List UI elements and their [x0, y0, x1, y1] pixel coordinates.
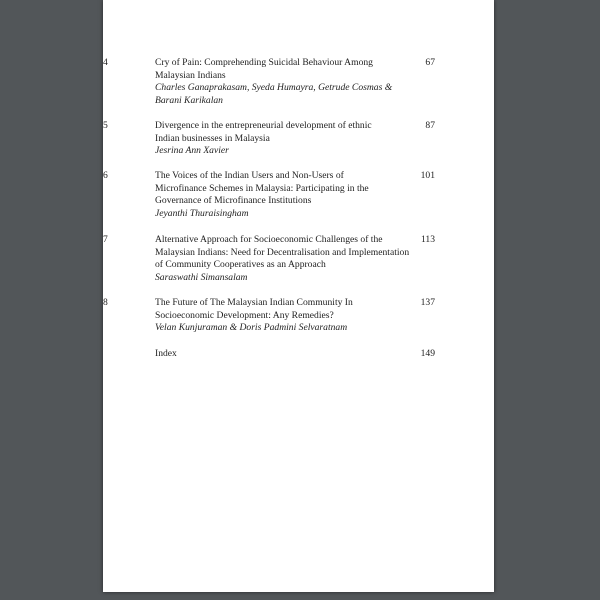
toc-entry-4[interactable] — [103, 57, 445, 107]
toc-entry-5[interactable] — [103, 120, 445, 158]
chapter-number: 4 — [103, 57, 108, 68]
chapter-authors: Jesrina Ann Xavier — [155, 145, 229, 156]
chapter-title: The Future of The Malaysian Indian Community In Socioeconomic Development: Any Remedies? — [155, 297, 353, 321]
chapter-authors: Saraswathi Simansalam — [155, 271, 248, 283]
page-number: 87 — [425, 120, 435, 131]
page-number: 113 — [420, 234, 435, 245]
chapter-number: 6 — [103, 170, 108, 181]
chapter-authors: Velan Kunjuraman & Doris Padmini Selvaratnam — [155, 322, 348, 333]
chapter-authors: Jeyanthi Thuraisingham — [155, 207, 249, 219]
chapter-title: Cry of Pain: Comprehending Suicidal Behaviour Among Malaysian Indians — [155, 57, 373, 81]
toc-entry-7[interactable] — [103, 234, 445, 284]
toc-index-entry[interactable] — [155, 348, 445, 361]
page-number: 67 — [425, 57, 435, 68]
toc-entry-8[interactable] — [103, 297, 445, 335]
page-number: 137 — [420, 297, 435, 308]
page-number: 149 — [420, 348, 435, 359]
chapter-authors: Charles Ganaprakasam, Syeda Humayra, Getrude Cosmas & Barani Karikalan — [155, 82, 393, 106]
chapter-title: The Voices of the Indian Users and Non-Users of Microfinance Schemes in Malaysia: Participating in the Governance of Microfinance Institutions — [155, 170, 369, 206]
chapter-number: 8 — [103, 297, 108, 308]
chapter-number: 5 — [103, 120, 108, 131]
document-page — [103, 0, 494, 592]
page-number: 101 — [420, 170, 435, 181]
chapter-number: 7 — [103, 234, 108, 245]
chapter-title: Alternative Approach for Socioeconomic Challenges of the Malaysian Indians: Need for Decentralisation and Implementation of Community Cooperatives as an Approach — [155, 234, 410, 270]
index-label: Index — [155, 348, 177, 359]
toc-entry-6[interactable] — [103, 170, 445, 220]
chapter-title: Divergence in the entrepreneurial development of ethnic Indian businesses in Malaysia — [155, 120, 372, 144]
